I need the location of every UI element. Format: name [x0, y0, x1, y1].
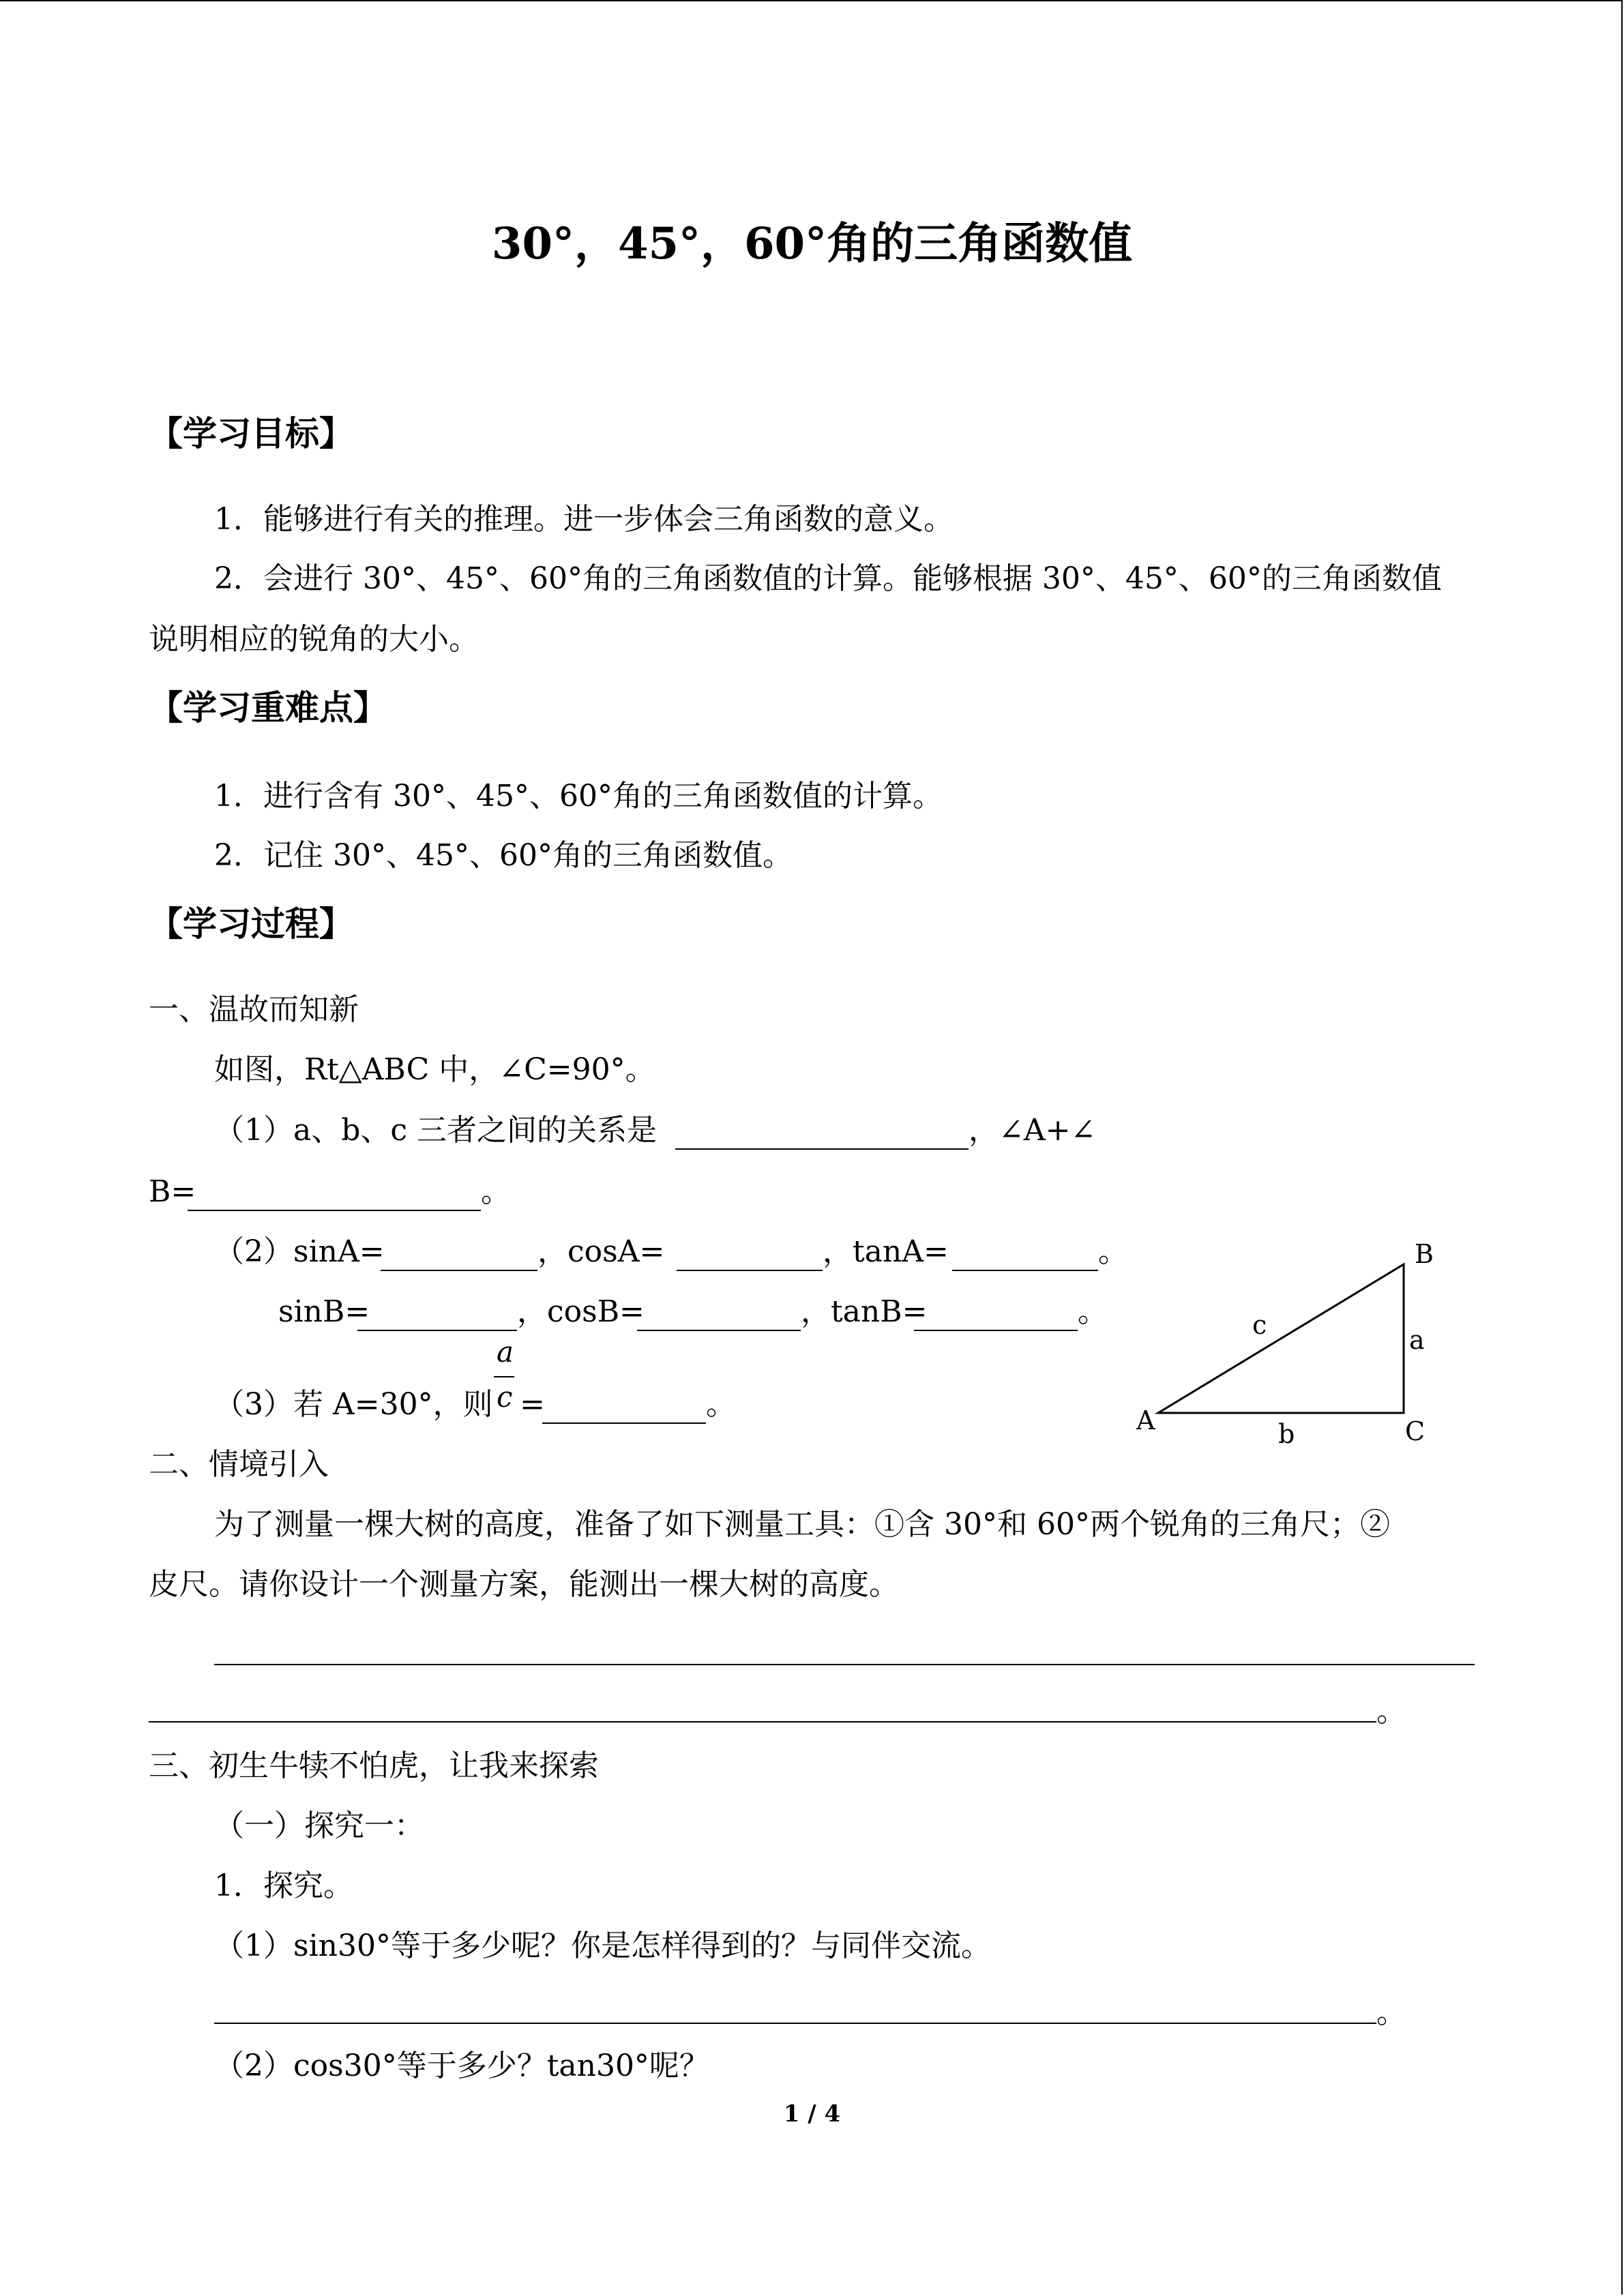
question-1-end: 。 [481, 1174, 511, 1209]
section-2-paragraph-line-1: 为了测量一棵大树的高度，准备了如下测量工具：①含 30°和 60°两个锐角的三角尺；② [214, 1507, 1390, 1542]
q3-end: 。 [706, 1387, 736, 1422]
goal-item-1: 1．能够进行有关的推理。进一步体会三角函数的意义。 [214, 502, 954, 537]
right-triangle-figure [1119, 1241, 1446, 1459]
goal-item-2-line-2: 说明相应的锐角的大小。 [149, 622, 479, 657]
section-2-title: 二、情境引入 [149, 1447, 329, 1482]
heading-key-points: 【学习重难点】 [149, 688, 387, 728]
section-3-q1-end: 。 [1376, 1995, 1406, 2030]
answer-line-sin30[interactable] [214, 2023, 1376, 2024]
answer-blank-cosA[interactable] [677, 1270, 823, 1271]
q2-end: 。 [1098, 1234, 1128, 1269]
q2-sinA-label: （2）sinA= [214, 1234, 385, 1269]
q2-tanB-label: ，tanB= [801, 1294, 928, 1329]
q2-cosA-label: ，cosA= [537, 1234, 665, 1269]
page-number: 1 / 4 [783, 2100, 841, 2128]
q2-tanA-label: ，tanA= [823, 1234, 949, 1269]
section-3-item-1: 1．探究。 [214, 1868, 353, 1903]
triangle-shape [1158, 1264, 1404, 1413]
q2-cosB-label: ，cosB= [517, 1294, 645, 1329]
vertex-label-B: B [1415, 1241, 1434, 1269]
vertex-label-C: C [1405, 1416, 1426, 1446]
section-3-question-2: （2）cos30°等于多少？tan30°呢？ [214, 2048, 709, 2083]
section-2-paragraph-line-2: 皮尺。请你设计一个测量方案，能测出一棵大树的高度。 [149, 1567, 899, 1602]
answer-line-plan-1[interactable] [214, 1664, 1475, 1665]
fraction-bar [494, 1376, 514, 1377]
heading-process: 【学习过程】 [149, 904, 353, 944]
section-3-sub-1: （一）探究一： [214, 1808, 424, 1843]
answer-blank-q1-relation[interactable] [675, 1148, 969, 1150]
answer-blank-sinB[interactable] [357, 1330, 517, 1331]
side-label-c: c [1252, 1310, 1267, 1340]
goal-item-2-line-1: 2．会进行 30°、45°、60°角的三角函数值的计算。能够根据 30°、45°、60°的三角函数值 [214, 561, 1442, 596]
section-3-question-1: （1）sin30°等于多少呢？你是怎样得到的？与同伴交流。 [214, 1928, 991, 1963]
section-1-intro: 如图，Rt△ABC 中，∠C=90°。 [214, 1052, 655, 1087]
fraction-denominator: c [497, 1380, 513, 1414]
answer-blank-sinA[interactable] [381, 1270, 537, 1271]
question-1-part-1: （1）a、b、c 三者之间的关系是 [214, 1113, 658, 1148]
answer-blank-tanA[interactable] [952, 1270, 1098, 1271]
answer-blank-q1-angle-sum[interactable] [188, 1210, 481, 1211]
page-title: 30°，45°，60°角的三角函数值 [491, 218, 1133, 269]
q2-sinB-label: sinB= [278, 1294, 370, 1329]
q3-prefix: （3）若 A=30°，则 [214, 1387, 493, 1422]
section-1-title: 一、温故而知新 [149, 992, 359, 1027]
section-2-end: 。 [1376, 1694, 1406, 1729]
question-1-part-2: ，∠A+∠ [969, 1113, 1096, 1148]
key-point-1: 1．进行含有 30°、45°、60°角的三角函数值的计算。 [214, 779, 943, 814]
answer-blank-tanB[interactable] [914, 1330, 1078, 1331]
side-label-b: b [1278, 1419, 1295, 1449]
question-1-line-2-label: B= [149, 1174, 196, 1209]
answer-line-plan-2[interactable] [149, 1721, 1376, 1723]
key-point-2: 2．记住 30°、45°、60°角的三角函数值。 [214, 838, 793, 873]
vertex-label-A: A [1136, 1405, 1155, 1435]
heading-goals: 【学习目标】 [149, 414, 353, 453]
q3-equals: = [520, 1387, 545, 1422]
answer-blank-cosB[interactable] [637, 1330, 801, 1331]
answer-blank-q3[interactable] [542, 1422, 706, 1424]
side-label-a: a [1409, 1325, 1425, 1355]
section-3-title: 三、初生牛犊不怕虎，让我来探索 [149, 1748, 599, 1783]
fraction-numerator: a [497, 1335, 514, 1369]
q2b-end: 。 [1078, 1294, 1108, 1329]
